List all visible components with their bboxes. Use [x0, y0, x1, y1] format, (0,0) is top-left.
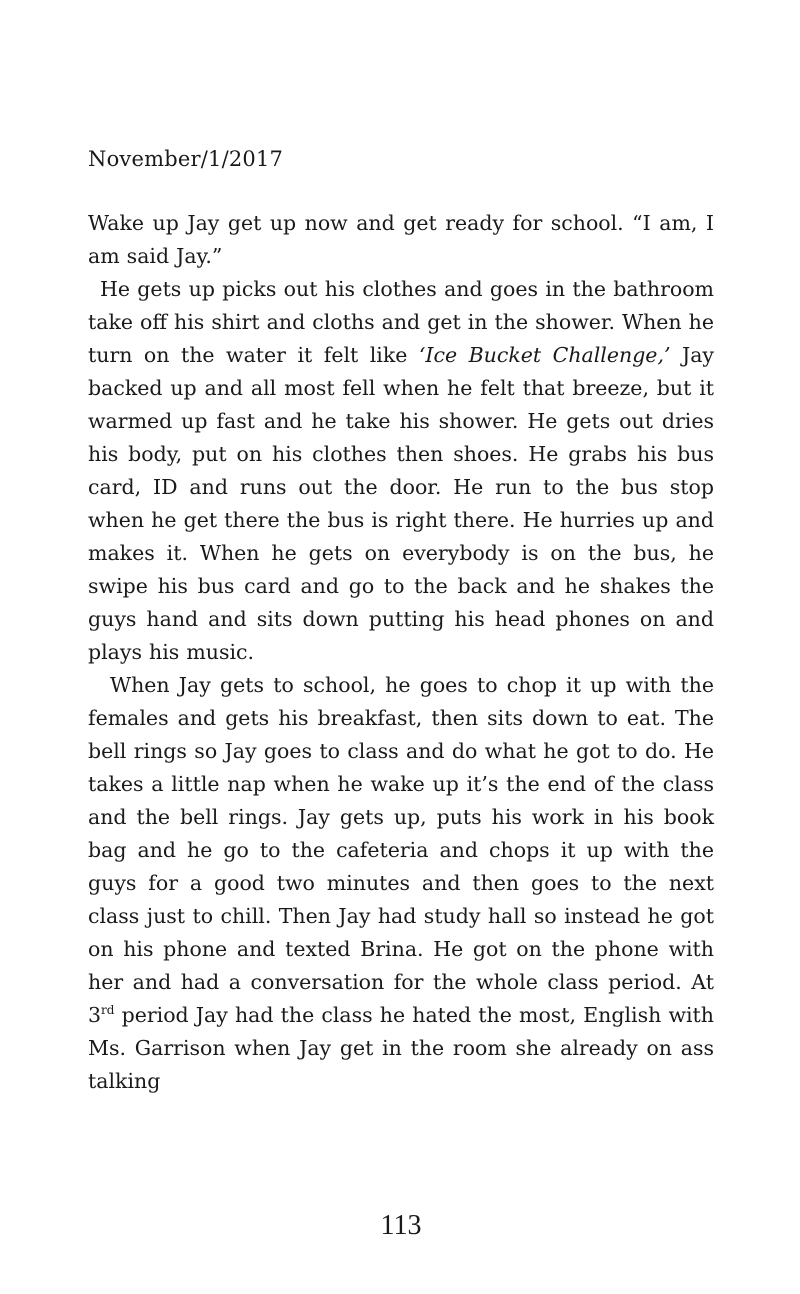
paragraph-2-text-end: Jay backed up and all most fell when he felt that breeze, but it warmed up fast and he take his shower. He gets out dries his body, put on his clothes then shoes. He grabs his bus card, ID and runs out the door. He run to the bus stop when he get there the bus is right there. He hurries up and makes it. When he gets on everybody is on the bus, he swipe his bus card and go to the back and he shakes the guys hand and sits down putting his head phones on and plays his music. [88, 343, 714, 664]
ordinal-superscript: rd [101, 1003, 115, 1018]
page-number: 113 [380, 1210, 422, 1241]
chapter-date: November/1/2017 [88, 147, 284, 171]
book-page [88, 0, 714, 1294]
paragraph-3 [88, 669, 714, 1098]
paragraph-1: Wake up Jay get up now and get ready for school. “I am, I am said Jay.” [88, 211, 714, 268]
paragraph-3-text-end: period Jay had the class he hated the most, English with Ms. Garrison when Jay get in the room she already on ass talking [88, 1003, 714, 1093]
paragraph-2-text-start: He gets up picks out his clothes and goes in the bathroom take off his shirt and cloths and get in the shower. When he turn on the water it felt like [88, 277, 714, 367]
paragraph-3-text-start: When Jay gets to school, he goes to chop it up with the females and gets his breakfast, then sits down to eat. The bell rings so Jay goes to class and do what he got to do. He takes a little nap when he wake up it’s the end of the class and the bell rings. Jay gets up, puts his work in his book bag and he go to the cafeteria and chops it up with the guys for a good two minutes and then goes to the next class just to chill. Then Jay had study hall so instead he got on his phone and texted Brina. He got on the phone with her and had a conversation for the whole class period. At 3 [88, 673, 714, 1027]
body-text [88, 207, 714, 1098]
paragraph-2-italic-phrase: ‘Ice Bucket Challenge,’ [418, 343, 671, 367]
paragraph-2 [88, 273, 714, 669]
